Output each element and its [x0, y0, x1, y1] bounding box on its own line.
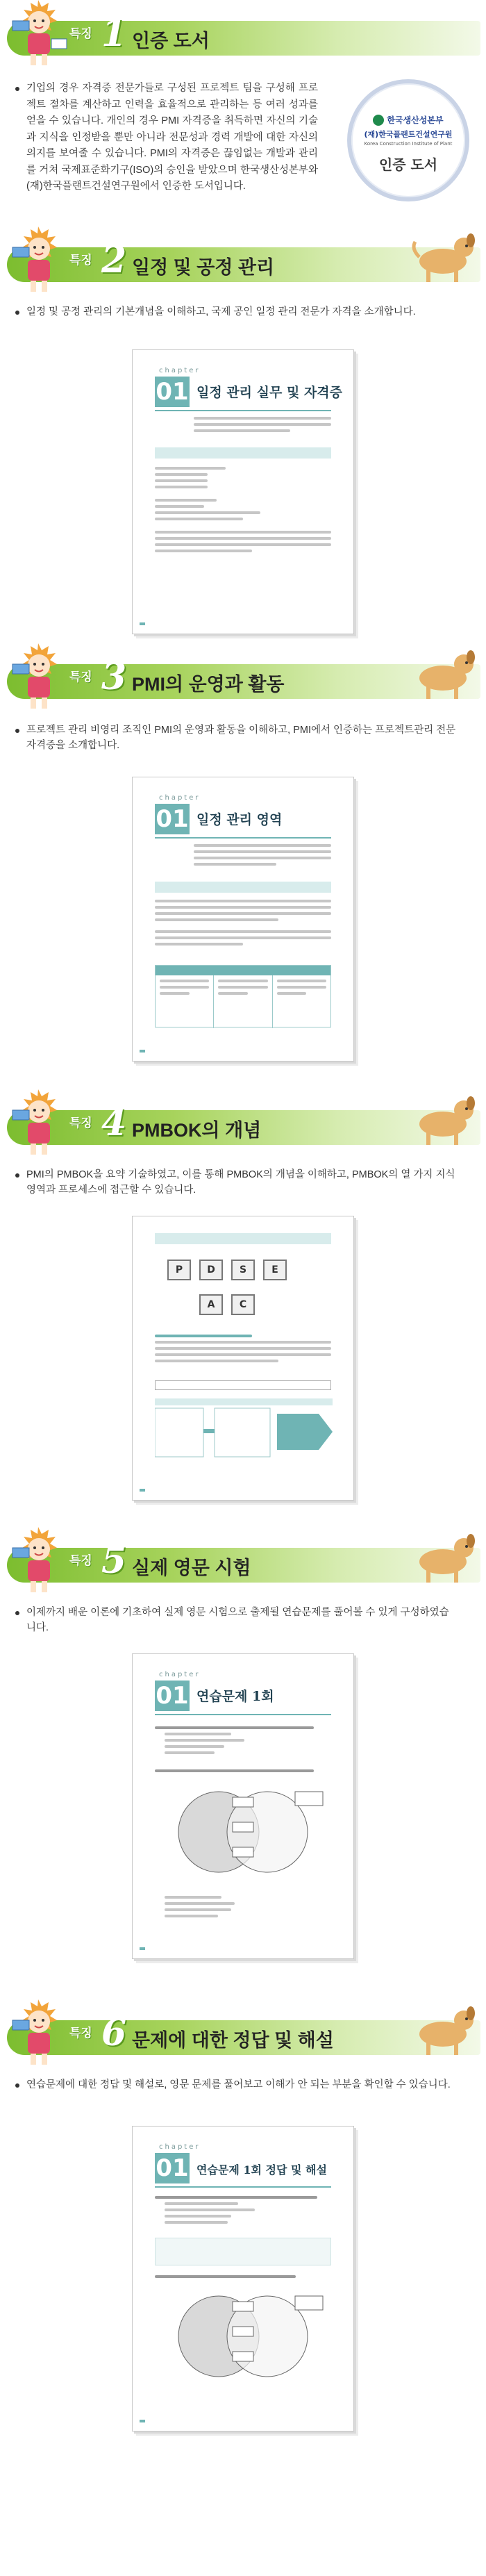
- pdsa-box: S: [231, 1260, 255, 1280]
- cert-label: 인증 도서: [378, 156, 438, 173]
- dog-illustration-icon: [399, 1994, 482, 2060]
- answer-2: [155, 2275, 331, 2281]
- chapter-word: chapter: [159, 2143, 201, 2151]
- badge-word: 특징: [69, 27, 92, 41]
- section-title: 실제 영문 시험: [132, 1558, 251, 1578]
- section-title: 일정 및 공정 관리: [132, 257, 275, 278]
- section-body-text: 기업의 경우 자격증 전문가들로 구성된 프로젝트 팀을 구성해 프로젝트 절차를 계산하고 인력을 효율적으로 관리하는 등 여러 성과를 얻을 수 있습니다. 개인의 경우 PMI 자격증을 취득하면 자신의 기술과 지식을 인정받을 뿐만 아니라 전문성과 경력 개발에 대한 자신의 의지를 보여줄 수 있습니다. PMI의 자격증은 끊임없는 개발과 관리를 거쳐 국제표준화기구(ISO)의 승인을 받았으며 한국생산성본부와 (재)한국플랜트건설연구원에서 인증한 도서입니다.: [26, 83, 318, 192]
- chapter-rule: [155, 410, 331, 411]
- question-1: [155, 1726, 331, 1758]
- section-1: [0, 0, 486, 222]
- formula-box: [155, 1380, 331, 1390]
- pdsa-diagram: [167, 1260, 287, 1280]
- dog-illustration-icon: [399, 638, 482, 704]
- section-body-text: 이제까지 배운 이론에 기초하여 실제 영문 시험으로 출제될 연습문제를 풀어볼 수 있게 구성하였습니다.: [26, 1607, 449, 1633]
- book-page-preview: [132, 1653, 354, 1959]
- book-page-preview: [132, 1216, 354, 1501]
- section-header-bar: [155, 447, 331, 459]
- answer-explanation-bar: [155, 2238, 331, 2265]
- pdsa-box: P: [167, 1260, 191, 1280]
- section-body: [26, 304, 457, 320]
- bullet-icon: [15, 87, 19, 91]
- girl-illustration-icon: [0, 638, 76, 714]
- section-header-bar: [155, 882, 331, 893]
- cert-org-2: (재)한국플랜트건설연구원: [364, 130, 453, 139]
- badge-number: 4: [101, 1102, 127, 1144]
- bullet-icon: [15, 1611, 19, 1615]
- pdsa-box: E: [263, 1260, 287, 1280]
- process-flow-figure: [155, 1398, 333, 1461]
- chapter-word: chapter: [159, 367, 201, 374]
- girl-illustration-icon: [0, 0, 76, 71]
- chapter-title: 일정 관리 실무 및 자격증: [196, 385, 342, 400]
- section-body: [26, 1167, 457, 1198]
- badge-word: 특징: [69, 1554, 92, 1568]
- pdsa-box: C: [231, 1294, 255, 1315]
- chapter-word: chapter: [159, 1671, 201, 1678]
- answer-1: [155, 2196, 331, 2227]
- kpc-logo-icon: [373, 115, 384, 126]
- dog-illustration-icon: [399, 1084, 482, 1150]
- girl-illustration-icon: [0, 1521, 76, 1598]
- chapter-rule: [155, 837, 331, 839]
- pdsa-box: D: [199, 1260, 223, 1280]
- section-header-bar: [155, 1233, 331, 1244]
- venn-diagram-figure: [163, 2288, 330, 2392]
- section-title: 문제에 대한 정답 및 해설: [132, 2030, 334, 2051]
- cert-org-1: 한국생산성본부: [387, 115, 444, 125]
- girl-illustration-icon: [0, 1994, 76, 2070]
- chapter-number: 01: [156, 805, 189, 833]
- bullet-icon: [15, 311, 19, 315]
- body-text: [155, 467, 331, 556]
- section-banner: [0, 1994, 486, 2070]
- badge-number: 6: [101, 2012, 127, 2054]
- section-body: [26, 2077, 457, 2092]
- section-2: [0, 221, 486, 638]
- chapter-number: 01: [156, 1682, 189, 1710]
- chapter-number: 01: [156, 2154, 189, 2182]
- question-2: [155, 1769, 331, 1776]
- pdsa-box: A: [199, 1294, 223, 1315]
- section-body-text: 연습문제에 대한 정답 및 해설로, 영문 문제를 풀어보고 이해가 안 되는 부분을 확인할 수 있습니다.: [26, 2079, 451, 2090]
- badge-word: 특징: [69, 2026, 92, 2040]
- section-5: [0, 1521, 486, 1980]
- table-figure: [155, 965, 331, 1027]
- badge-number: 2: [101, 239, 127, 281]
- chapter-title: 일정 관리 영역: [196, 812, 283, 827]
- venn-diagram-figure: [163, 1783, 330, 1888]
- section-body-text: PMI의 PMBOK을 요약 기술하였고, 이를 통해 PMBOK의 개념을 이해하고, PMBOK의 열 가지 지식 영역과 프로세스에 접근할 수 있습니다.: [26, 1169, 455, 1196]
- section-body: [26, 1605, 457, 1635]
- chapter-number: 01: [156, 378, 189, 406]
- certification-seal: [347, 79, 469, 201]
- girl-illustration-icon: [0, 1084, 76, 1160]
- bullet-icon: [15, 2083, 19, 2088]
- dog-illustration-icon: [399, 221, 482, 287]
- cert-org-2-en: Korea Construction Institute of Plant: [364, 141, 453, 147]
- section-body-text: 일정 및 공정 관리의 기본개념을 이해하고, 국제 공인 일정 관리 전문가 자격을 소개합니다.: [26, 306, 416, 317]
- question-2-options: [155, 1896, 331, 1921]
- section-banner: [0, 1521, 486, 1598]
- badge-word: 특징: [69, 670, 92, 684]
- badge-number: 5: [101, 1539, 127, 1582]
- body-text: [155, 1335, 331, 1366]
- section-title: PMI의 운영과 활동: [132, 674, 285, 695]
- chapter-title: 연습문제 1회: [196, 1689, 274, 1704]
- section-banner: [0, 221, 486, 297]
- section-6: [0, 1994, 486, 2576]
- badge-word: 특징: [69, 254, 92, 267]
- section-banner: [0, 1084, 486, 1160]
- section-4: [0, 1084, 486, 1528]
- section-title: 인증 도서: [132, 31, 210, 51]
- section-body: [26, 723, 457, 753]
- body-text: [155, 900, 331, 949]
- badge-word: 특징: [69, 1116, 92, 1130]
- section-banner: [0, 0, 486, 71]
- bullet-icon: [15, 1173, 19, 1178]
- dog-illustration-icon: [399, 1521, 482, 1587]
- section-body-text: 프로젝트 관리 비영리 조직인 PMI의 운영과 활동을 이해하고, PMI에서 인증하는 프로젝트관리 전문 자격증을 소개합니다.: [26, 725, 456, 751]
- bullet-icon: [15, 729, 19, 733]
- intro-text: [194, 844, 331, 869]
- pdsa-diagram-row-2: [199, 1294, 255, 1315]
- book-page-preview: [132, 349, 354, 634]
- badge-number: 1: [101, 13, 127, 55]
- section-title: PMBOK의 개념: [132, 1120, 262, 1141]
- section-3: [0, 638, 486, 1082]
- chapter-title: 연습문제 1회 정답 및 해설: [196, 2163, 327, 2177]
- section-body: [26, 81, 318, 195]
- chapter-word: chapter: [159, 794, 201, 802]
- badge-number: 3: [101, 656, 127, 698]
- section-banner: [0, 638, 486, 714]
- chapter-rule: [155, 1714, 331, 1715]
- book-page-preview: [132, 777, 354, 1062]
- chapter-rule: [155, 2186, 331, 2188]
- intro-text: [194, 417, 331, 436]
- book-page-preview: [132, 2126, 354, 2431]
- girl-illustration-icon: [0, 221, 76, 297]
